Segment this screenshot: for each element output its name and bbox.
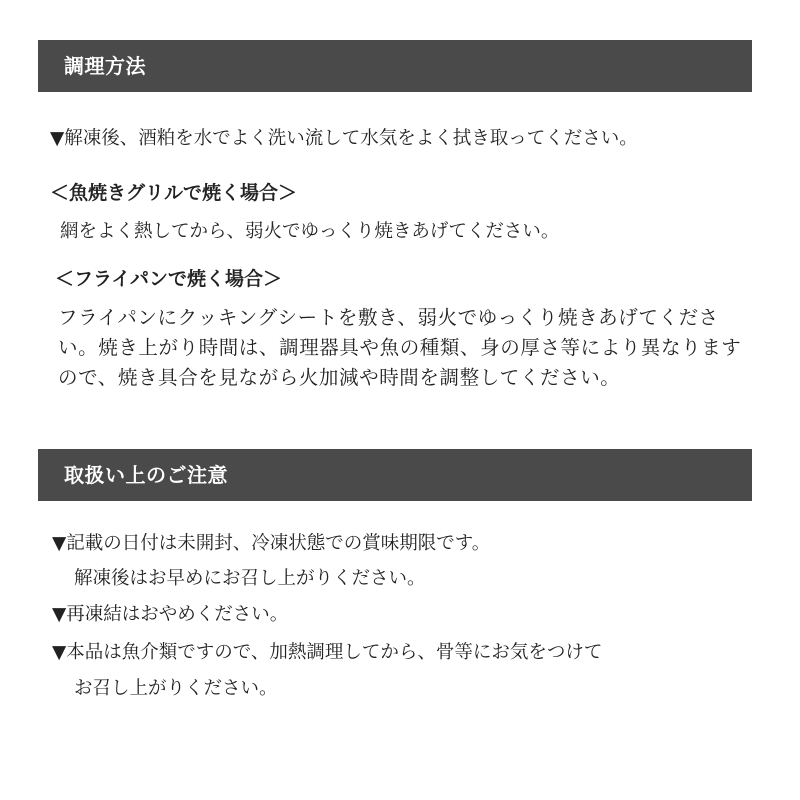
pan-text: フライパンにクッキングシートを敷き、弱火でゆっくり焼きあげてください。焼き上がり時間は、調理器具や魚の種類、身の厚さ等により異なりますので、焼き具合を見ながら火加減や時間を調整してください。 <box>58 306 742 389</box>
handling-section-header: 取扱い上のご注意 <box>38 449 752 501</box>
grill-text: 網をよく熱してから、弱火でゆっくり焼きあげてください。 <box>60 221 560 242</box>
cooking-section-header: 調理方法 <box>38 40 752 92</box>
note-expiry-line1: ▼記載の日付は未開封、冷凍状態での賞味期限です。 <box>52 533 491 554</box>
note-seafood-line2: お召し上がりください。 <box>74 678 278 699</box>
grill-heading: ＜魚焼きグリルで焼く場合＞ <box>50 182 298 204</box>
note-seafood-line1: ▼本品は魚介類ですので、加熱調理してから、骨等にお気をつけて <box>52 642 603 663</box>
note-expiry-line2: 解凍後はお早めにお召し上がりください。 <box>74 568 426 589</box>
note-refreeze: ▼再凍結はおやめください。 <box>52 604 289 625</box>
pan-heading: ＜フライパンで焼く場合＞ <box>55 268 283 290</box>
cooking-intro-text: ▼解凍後、酒粕を水でよく洗い流して水気をよく拭き取ってください。 <box>50 128 638 149</box>
